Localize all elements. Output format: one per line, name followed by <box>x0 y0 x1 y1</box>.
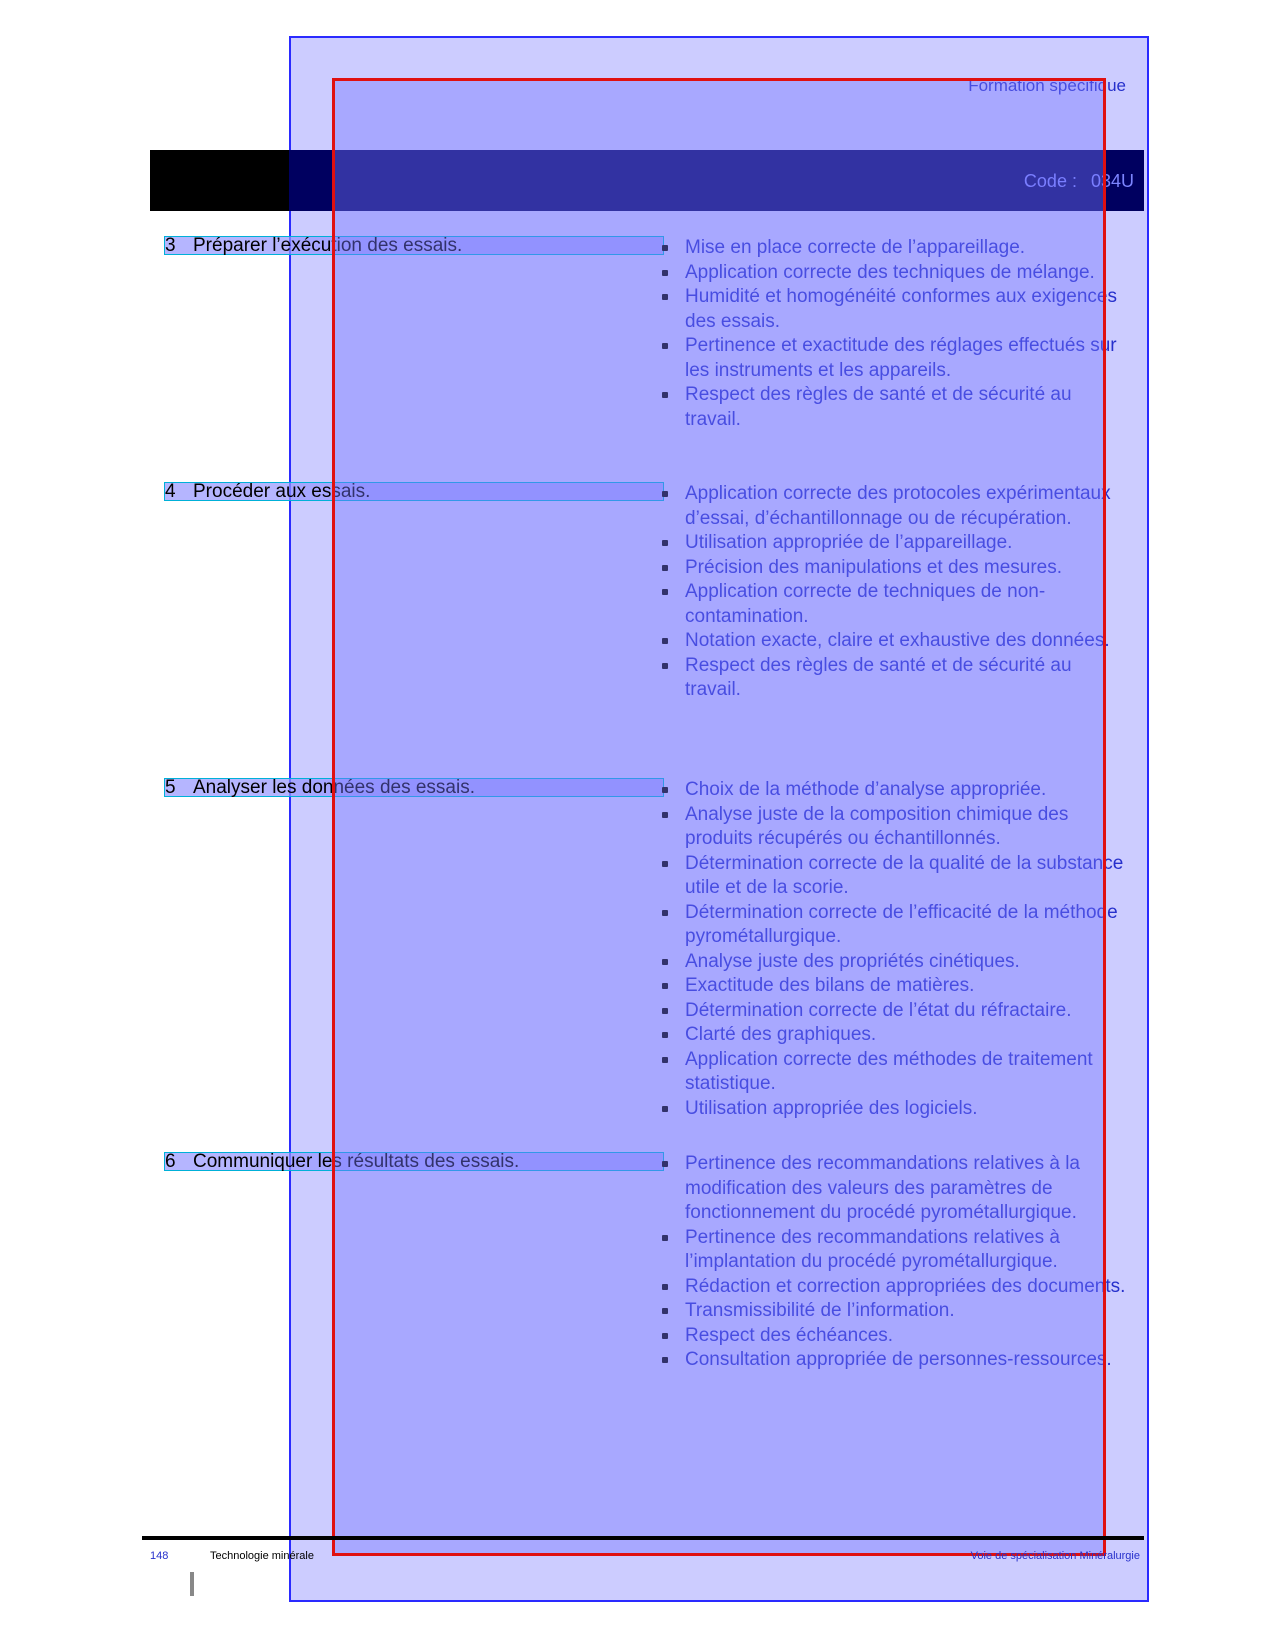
criterion-item: Mise en place correcte de l’appareillage. <box>660 236 1128 261</box>
criterion-item: Rédaction et correction appropriées des documents. <box>660 1275 1128 1300</box>
criterion-item: Application correcte des techniques de mélange. <box>660 261 1128 286</box>
criterion-item: Détermination correcte de l’état du réfractaire. <box>660 999 1128 1024</box>
criterion-item: Application correcte des protocoles expérimentaux d’essai, d’échantillonnage ou de récupération. <box>660 482 1128 531</box>
code-label: Code : <box>1023 171 1077 191</box>
section-title-text: Préparer l’exécution des essais. <box>193 235 463 256</box>
criterion-item: Détermination correcte de la qualité de la substance utile et de la scorie. <box>660 852 1128 901</box>
criterion-item: Humidité et homogénéité conformes aux exigences des essais. <box>660 285 1128 334</box>
criterion-item: Respect des règles de santé et de sécurité au travail. <box>660 654 1128 703</box>
criterion-item: Utilisation appropriée de l’appareillage. <box>660 531 1128 556</box>
footer-right-text: Voie de spécialisation Minéralurgie <box>970 1550 1140 1562</box>
section-number: 5 <box>165 777 176 798</box>
criterion-item: Précision des manipulations et des mesures. <box>660 556 1128 581</box>
footer-rule <box>142 1536 1144 1540</box>
criterion-item: Notation exacte, claire et exhaustive des données. <box>660 629 1128 654</box>
running-title: Formation spécifique <box>968 76 1126 95</box>
page-footer <box>150 1550 1140 1562</box>
criterion-item: Transmissibilité de l’information. <box>660 1299 1128 1324</box>
criterion-item: Utilisation appropriée des logiciels. <box>660 1097 1128 1122</box>
section-number: 3 <box>165 235 176 256</box>
criterion-item: Pertinence des recommandations relatives à la modification des valeurs des paramètres de fonctionnement du procédé pyrométallurgique. <box>660 1152 1128 1226</box>
criterion-item: Détermination correcte de l’efficacité de la méthode pyrométallurgique. <box>660 901 1128 950</box>
criterion-item: Clarté des graphiques. <box>660 1023 1128 1048</box>
criterion-item: Analyse juste de la composition chimique des produits récupérés ou échantillonnés. <box>660 803 1128 852</box>
criterion-item: Application correcte de techniques de non-contamination. <box>660 580 1128 629</box>
criterion-item: Analyse juste des propriétés cinétiques. <box>660 950 1128 975</box>
section-title-text: Analyser les données des essais. <box>193 777 475 798</box>
criterion-item: Application correcte des méthodes de traitement statistique. <box>660 1048 1128 1097</box>
criterion-item: Exactitude des bilans de matières. <box>660 974 1128 999</box>
selection-overlay-inner <box>332 78 1106 1556</box>
section-title-text: Procéder aux essais. <box>193 481 371 502</box>
section-number: 4 <box>165 481 176 502</box>
criterion-item: Consultation appropriée de personnes-ressources. <box>660 1348 1128 1373</box>
code-value: 034U <box>1090 171 1134 191</box>
criterion-item: Respect des échéances. <box>660 1324 1128 1349</box>
footer-left-text: Technologie minérale <box>210 1550 314 1562</box>
criterion-item: Respect des règles de santé et de sécurité au travail. <box>660 383 1128 432</box>
criterion-item: Pertinence et exactitude des réglages effectués sur les instruments et les appareils. <box>660 334 1128 383</box>
criterion-item: Choix de la méthode d’analyse appropriée. <box>660 778 1128 803</box>
page-number: 148 <box>150 1550 169 1562</box>
section-title-text: Communiquer les résultats des essais. <box>193 1151 520 1172</box>
section-number: 6 <box>165 1151 176 1172</box>
criterion-item: Pertinence des recommandations relatives à l’implantation du procédé pyrométallurgique. <box>660 1226 1128 1275</box>
text-cursor <box>190 1572 194 1596</box>
